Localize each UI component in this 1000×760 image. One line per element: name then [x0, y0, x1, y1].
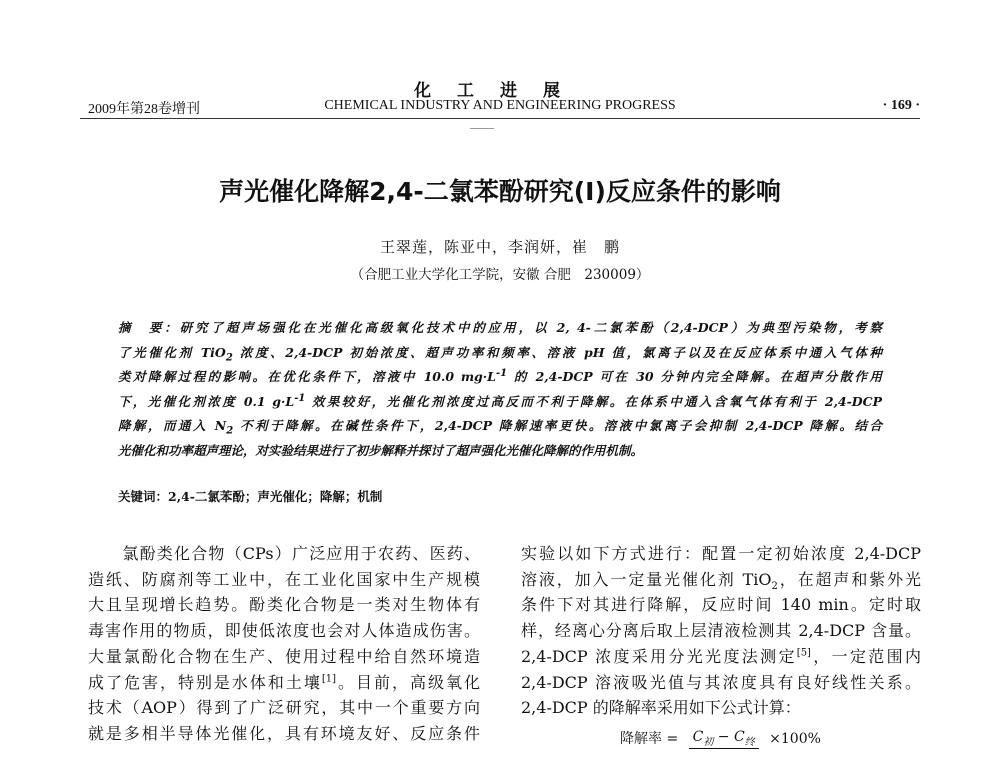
- degradation-formula: [620, 728, 821, 749]
- journal-name-cn: 化工进展: [414, 81, 586, 101]
- formula-rhs: ×100%: [769, 731, 821, 747]
- formula-lhs: 降解率 =: [620, 731, 679, 747]
- text-line: 造纸、防腐剂等工业中，在工业化国家中生产规模: [88, 569, 480, 589]
- text-line: 2,4-DCP 的降解率采用如下公式计算：: [521, 698, 801, 718]
- header-divider: [470, 128, 494, 129]
- text-line: 实验以如下方式进行：配置一定初始浓度 2,4-DCP: [521, 544, 921, 563]
- text-line: 类对降解过程的影响。在优化条件下，溶液中 10.0 $mg\cdot L^{-1}$ 的 2,4-DCP 可在 30 分钟内完全降解。在超声分散作用: [118, 367, 882, 384]
- authors: 王翠莲，陈亚中，李润妍，崔 鹏: [379, 238, 620, 256]
- issue-info: 2009年第28卷增刊: [88, 102, 200, 117]
- text-line: 成了危害，特别是水体和土壤[1]。目前，高级氧化: [88, 672, 480, 692]
- text-line: 技术（AOP）得到了广泛研究，其中一个重要方向: [88, 698, 480, 718]
- page-number: · 169 ·: [882, 98, 920, 113]
- text-line: 样，经离心分离后取上层清液检测其 2,4-DCP 含量。: [521, 621, 921, 641]
- text-line: 摘 要：研究了超声场强化在光催化高级氧化技术中的应用，以 2, 4-二氯苯酚（2,4-DCP）为典型污染物，考察: [118, 320, 882, 335]
- text-line: 光催化和功率超声理论，对实验结果进行了初步解释并探讨了超声强化光催化降解的作用机制。: [118, 442, 644, 458]
- text-line: 毒害作用的物质，即使低浓度也会对人体造成伤害。: [88, 621, 480, 641]
- affiliation: （合肥工业大学化工学院，安徽 合肥 230009）: [350, 267, 650, 283]
- journal-name-en: CHEMICAL INDUSTRY AND ENGINEERING PROGRESS: [324, 98, 676, 113]
- text-line: 溶液，加入一定量光催化剂 TiO$_2$，在超声和紫外光: [521, 569, 921, 592]
- text-line: 2,4-DCP 溶液吸光值与其浓度具有良好线性关系。: [521, 672, 921, 692]
- keywords: 关键词：2,4-二氯苯酚；声光催化；降解；机制: [118, 489, 383, 504]
- article-title: 声光催化降解2,4-二氯苯酚研究(I)反应条件的影响: [219, 177, 781, 206]
- text-line: 大且呈现增长趋势。酚类化合物是一类对生物体有: [88, 595, 480, 615]
- text-line: 下，光催化剂浓度 0.1 $g\cdot L^{-1}$ 效果较好，光催化剂浓度过高反而不利于降解。在体系中通入含氧气体有利于 2,4-DCP: [118, 392, 882, 409]
- text-line: 大量氯酚化合物在生产、使用过程中给自然环境造: [88, 646, 480, 666]
- formula-numerator: $C_初 - C_终$: [689, 729, 759, 749]
- text-line: 条件下对其进行降解，反应时间 140 min。定时取: [521, 595, 921, 615]
- text-line: 了光催化剂 TiO$_2$ 浓度、2,4-DCP 初始浓度、超声功率和频率、溶液 pH 值，氯离子以及在反应体系中通入气体种: [118, 344, 882, 363]
- text-line: 氯酚类化合物（CPs）广泛应用于农药、医药、: [88, 544, 480, 563]
- text-line: 2,4-DCP 浓度采用分光光度法测定[5]，一定范围内: [521, 646, 921, 666]
- text-line: 就是多相半导体光催化，具有环境友好、反应条件: [88, 723, 480, 743]
- text-line: 降解，而通入 $N_2$ 不利于降解。在碱性条件下，2,4-DCP 降解速率更快。溶液中氯离子会抑制 2,4-DCP 降解。结合: [118, 418, 883, 437]
- header-rule: [80, 118, 920, 119]
